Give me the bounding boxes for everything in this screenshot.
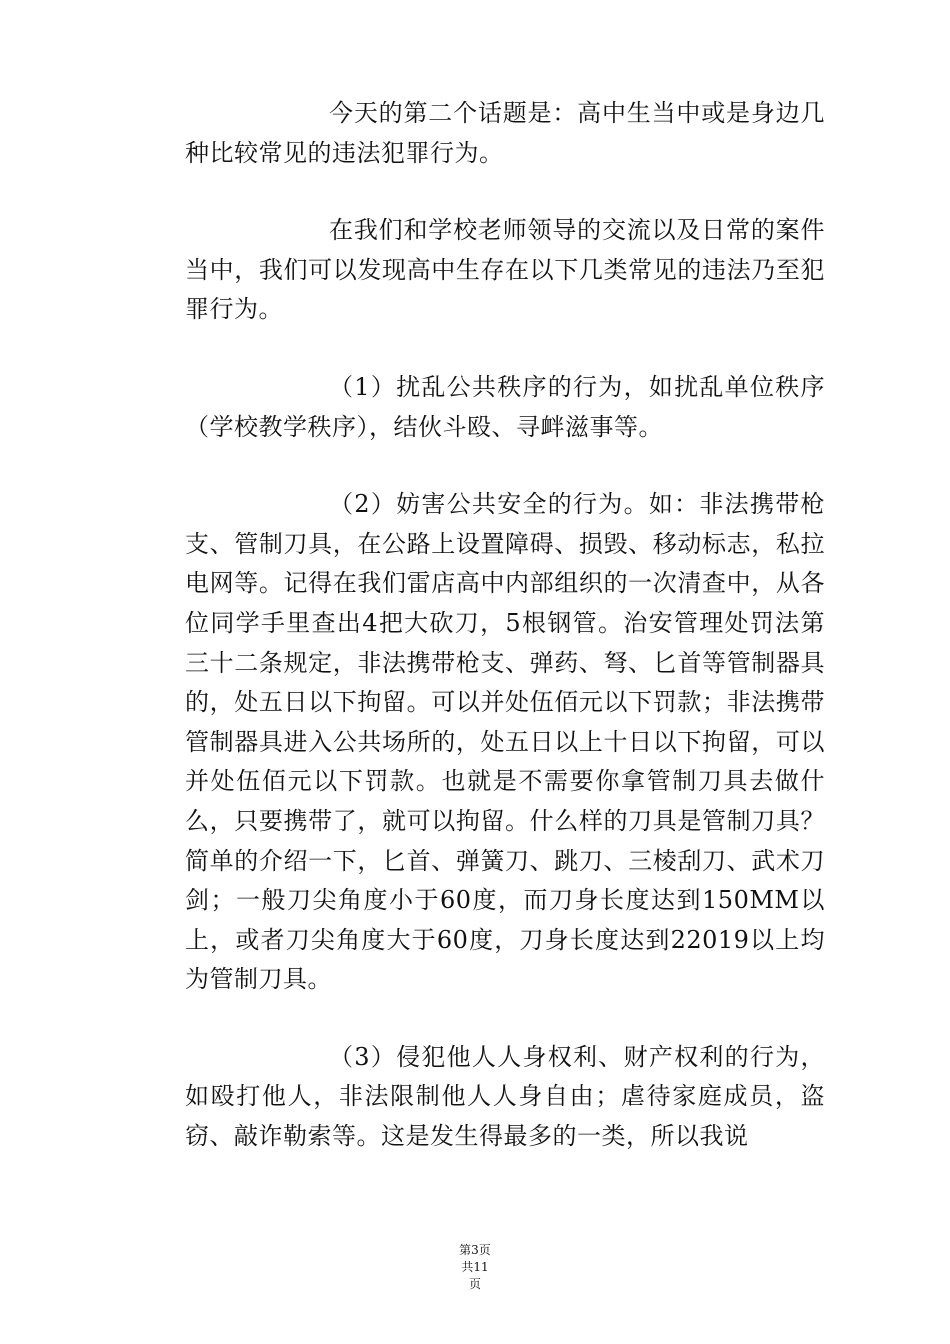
document-body bbox=[185, 94, 825, 1195]
page-number-current: 第3页 bbox=[459, 1243, 491, 1257]
page-number-suffix: 页 bbox=[468, 1277, 481, 1291]
paragraph-personal-rights: （3）侵犯他人人身权利、财产权利的行为，如殴打他人，非法限制他人人身自由；虐待家庭成员，盗窃、敲诈勒索等。这是发生得最多的一类，所以我说 bbox=[185, 1042, 825, 1151]
paragraph-categories-intro: 在我们和学校老师领导的交流以及日常的案件当中，我们可以发现高中生存在以下几类常见的违法乃至犯罪行为。 bbox=[185, 216, 825, 324]
paragraph-public-order: （1）扰乱公共秩序的行为，如扰乱单位秩序（学校教学秩序），结伙斗殴、寻衅滋事等。 bbox=[185, 372, 825, 441]
paragraph-public-safety: （2）妨害公共安全的行为。如：非法携带枪支、管制刀具，在公路上设置障碍、损毁、移动标志，私拉电网等。记得在我们雷店高中内部组织的一次清查中，从各位同学手里查出4把大砍刀，5根钢管。治安管理处罚法第三十二条规定，非法携带枪支、弹药、弩、匕首等管制器具的，处五日以下拘留。可以并处伍佰元以下罚款；非法携带管制器具进入公共场所的，处五日以上十日以下拘留，可以并处伍佰元以下罚款。也就是不需要你拿管制刀具去做什么，只要携带了，就可以拘留。什么样的刀具是管制刀具？简单的介绍一下，匕首、弹簧刀、跳刀、三棱刮刀、武术刀剑；一般刀尖角度小于60度，而刀身长度达到150MM以上，或者刀尖角度大于60度，刀身长度达到22019以上均为管制刀具。 bbox=[185, 490, 825, 994]
page-number-footer bbox=[420, 1242, 530, 1293]
paragraph-topic-intro: 今天的第二个话题是：高中生当中或是身边几种比较常见的违法犯罪行为。 bbox=[185, 99, 825, 167]
page-number-total: 共11 bbox=[461, 1260, 489, 1274]
